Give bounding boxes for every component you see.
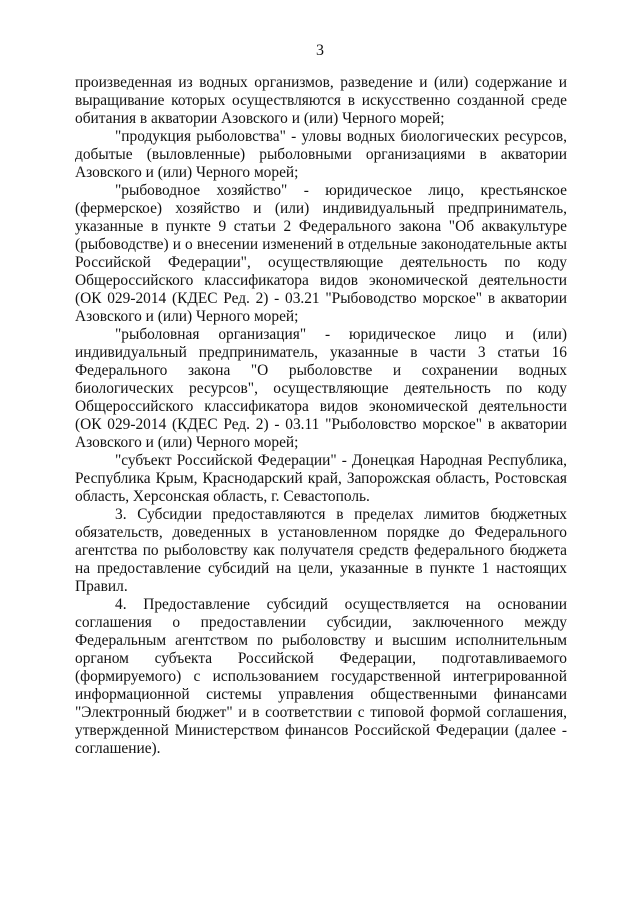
paragraph-federal-subject-definition: "субъект Российской Федерации" - Донецкая Народная Республика, Республика Крым, Краснодарский край, Запорожская область, Ростовская область, Херсонская область, г. Севастополь. — [75, 452, 567, 505]
paragraph-fishing-organization-definition: "рыболовная организация" - юридическое лицо и (или) индивидуальный предприниматель, указанные в части 3 статьи 16 Федерального закона "О рыболовстве и сохранении водных биологических ресурсов", осуществляющие деятельность по коду Общероссийского классификатора видов экономической деятельности (ОК 029-2014 (КДЕС Ред. 2) - 03.11 "Рыболовство морское" в акватории Азовского и (или) Черного морей; — [75, 326, 567, 451]
paragraph-fish-farm-definition: "рыбоводное хозяйство" - юридическое лицо, крестьянское (фермерское) хозяйство и (или) индивидуальный предприниматель, указанные в пункте 9 статьи 2 Федерального закона "Об аквакультуре (рыбоводстве) и о внесении изменений в отдельные законодательные акты Российской Федерации", осуществляющие деятельность по коду Общероссийского классификатора видов экономической деятельности (ОК 029-2014 (КДЕС Ред. 2) - 03.21 "Рыбоводство морское" в акватории Азовского и (или) Черного морей; — [75, 182, 567, 325]
document-body — [75, 74, 567, 758]
paragraph-item-4-subsidy-agreement: 4. Предоставление субсидий осуществляется на основании соглашения о предоставлении субсидии, заключенного между Федеральным агентством по рыболовству и высшим исполнительным органом субъекта Российской Федерации, подготавливаемого (формируемого) с использованием государственной интегрированной информационной системы управления общественными финансами "Электронный бюджет" и в соответствии с типовой формой соглашения, утвержденной Министерством финансов Российской Федерации (далее - соглашение). — [75, 596, 567, 757]
page-number: 3 — [316, 42, 324, 59]
paragraph-fish-farming-products-continuation: произведенная из водных организмов, разведение и (или) содержание и выращивание которых осуществляются в искусственно созданной среде обитания в акватории Азовского и (или) Черного морей; — [75, 74, 567, 127]
paragraph-item-3-subsidy-limits: 3. Субсидии предоставляются в пределах лимитов бюджетных обязательств, доведенных в установленном порядке до Федерального агентства по рыболовству как получателя средств федерального бюджета на предоставление субсидий на цели, указанные в пункте 1 настоящих Правил. — [75, 506, 567, 595]
paragraph-fishing-products-definition: "продукция рыболовства" - уловы водных биологических ресурсов, добытые (выловленные) рыболовными организациями в акватории Азовского и (или) Черного морей; — [75, 128, 567, 181]
